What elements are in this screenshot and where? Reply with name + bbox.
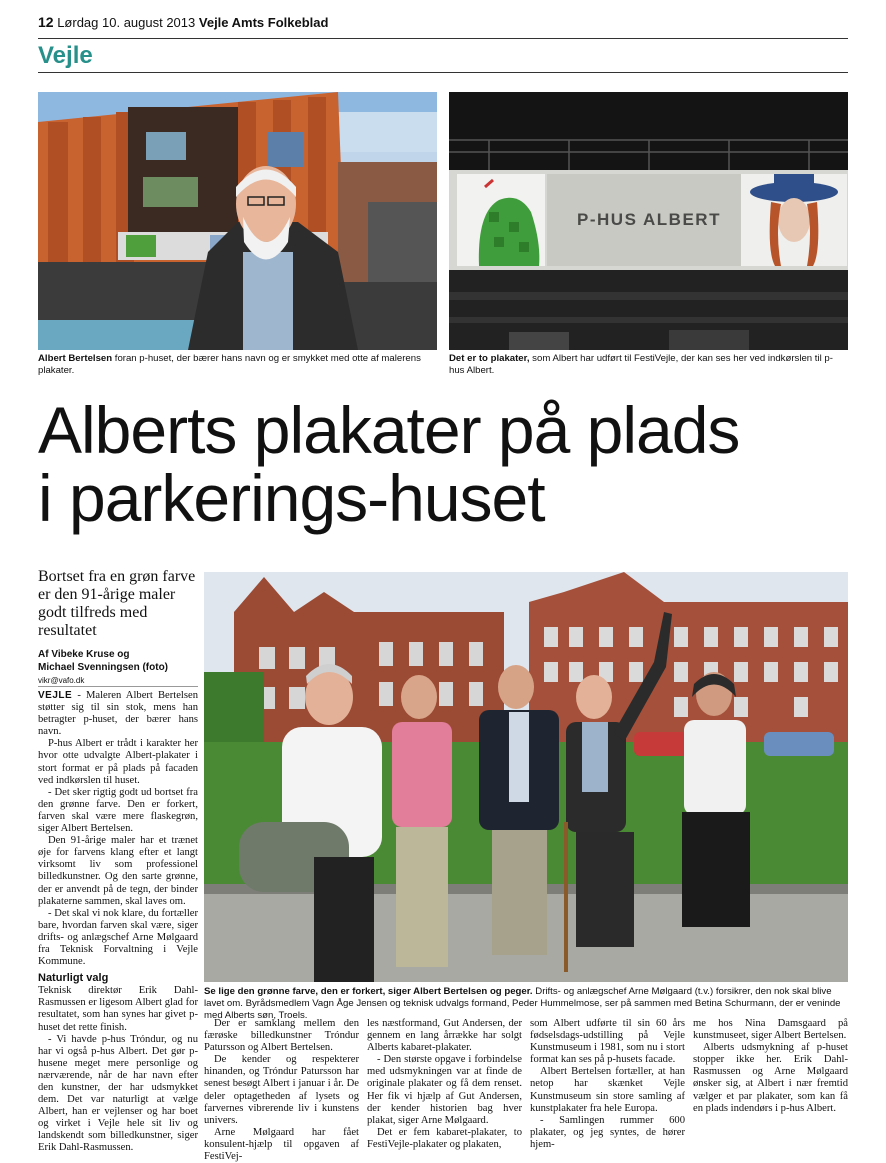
col1-p1: - Maleren Albert Bertelsen støtter sig til sin stok, mens han betragter p-huset, der bærer hans navn. (38, 690, 198, 738)
photo1-caption (38, 353, 437, 377)
photo3-caption-lead: Se lige den grønne farve, den er forkert, siger Albert Bertelsen og peger. (204, 986, 533, 997)
col4-p1: som Albert udførte til sin 60 års fødselsdags-udstilling på Vejle Kunstmuseum i 1981, som nu i stort format kan ses på p-husets facade. (530, 1018, 685, 1066)
col1-subheading: Naturligt valg (38, 972, 109, 985)
photo1-caption-text: foran p-huset, der bærer hans navn og er smykket med otte af malerens plakater. (38, 353, 421, 376)
photo-albert-portrait-image (38, 92, 437, 350)
byline-line-2: Michael Svenningsen (foto) (38, 662, 169, 673)
col2-p2: De kender og respekterer hinanden, og Tróndur Patursson har senest besøgt Albert i januar i år. De deler optagetheden af lysets og farvernes vibrerende liv i kunstens univers. (204, 1054, 359, 1126)
photo2-caption (449, 353, 848, 377)
section-rule (38, 72, 848, 73)
photo-group (204, 572, 848, 982)
col4-p2: Albert Bertelsen fortæller, at han netop har skænket Vejle Kunstmuseum sin store samling af kunstplakater fra hele Europa. (530, 1066, 685, 1114)
photo2-caption-lead: Det er to plakater, (449, 353, 530, 364)
photo-group-image (204, 572, 848, 982)
col1-p3: - Det sker rigtig godt ud bortset fra den grønne farve. Den er forkert, farven skal være mere flaskegrøn, siger Albert Bertelsen. (38, 786, 198, 835)
issue-date: Lørdag 10. august 2013 (57, 15, 196, 30)
article-column-5 (693, 1018, 848, 1115)
col3-p2: - Den største opgave i forbindelse med udsmykningen var at finde de originale plakater og få dem renset. Her fik vi hjælp af Gut Andersen, der kender historien bag hver plakat, siger Arne Mølgaard. (367, 1054, 522, 1126)
photo2-caption-text: som Albert har udført til FestiVejle, der kan ses her ved indkørslen til p-hus Albert. (449, 353, 833, 376)
col1-p4: Den 91-årige maler har et trænet øje for farvens klang efter et langt virksomt liv som professionel billedkunstner. Og den sarte grønne, der er anvendt på de tegn, der binder plakaterne sammen, skal laves om. (38, 835, 198, 907)
section-title: Vejle (38, 42, 93, 69)
col1-p5: - Det skal vi nok klare, du fortæller bare, hvordan farven skal være, siger drifts- og anlægschef Arne Mølgaard fra Teknisk Forvaltning i Vejle Kommune. (38, 907, 198, 968)
article-column-2 (204, 1018, 359, 1163)
photo1-caption-lead: Albert Bertelsen (38, 353, 113, 364)
article-column-1 (38, 690, 198, 1155)
photo-albert-portrait (38, 92, 437, 350)
col1-p6: Teknisk direktør Erik Dahl-Rasmussen er ligesom Albert glad for resultatet, som han synes har givet p-huset det rette finish. (38, 985, 198, 1033)
byline-rule (38, 686, 198, 687)
dateline: VEJLE (38, 690, 73, 701)
article-column-3 (367, 1018, 522, 1151)
article-headline (38, 393, 858, 535)
col3-p3: Det er fem kabaret-plakater, to FestiVejle-plakater og plakaten, (367, 1126, 522, 1150)
article-column-4 (530, 1018, 685, 1151)
photo-p-hus-sign (449, 92, 848, 350)
col2-p1: Der er samklang mellem den færøske billedkunstner Tróndur Patursson og Albert Bertelsen. (204, 1018, 359, 1054)
col4-p3: - Samlingen rummer 600 plakater, og jeg syntes, de hører hjem- (530, 1114, 685, 1150)
headline-line-2: i parkerings-huset (38, 461, 545, 535)
photo3-caption-text: Drifts- og anlægschef Arne Mølgaard (t.v.) forsikrer, den nok skal blive lavet om. Byrådsmedlem Vagn Åge Jensen og teknisk udvalgs formand, Peder Hummelmose, ser på sammen med Betina Schurmann, der er veninde med Alberts søn, Troels. (204, 986, 841, 1021)
publication-name: Vejle Amts Folkeblad (198, 15, 329, 30)
article-byline (38, 648, 198, 674)
col3-p1: les næstformand, Gut Andersen, der gennem en lang årrække har solgt Alberts kabaret-plakater. (367, 1018, 522, 1054)
header-rule (38, 38, 848, 39)
col5-p2: Alberts udsmykning af p-huset stopper ikke her. Erik Dahl-Rasmussen og Arne Mølgaard ønsker sig, at Albert i nær fremtid vælger et par plakater, som kan få en plads indendørs i p-hus Albert. (693, 1042, 848, 1114)
col2-p3: Arne Mølgaard har fået konsulent-hjælp til opgaven af FestiVej- (204, 1126, 359, 1163)
page-header (38, 14, 848, 34)
article-subhead: Bortset fra en grøn farve er den 91-årige maler godt tilfreds med resultatet (38, 568, 196, 639)
page-number: 12 (38, 14, 54, 30)
col1-p2: P-hus Albert er trådt i karakter her hvor otte udvalgte Albert-plakater i stort format er på plads på facaden ved indkørslen til huset. (38, 738, 198, 786)
headline-line-1: Alberts plakater på plads (38, 393, 740, 467)
col1-p7: - Vi havde p-hus Tróndur, og nu har vi også p-hus Albert. Det gør p-husene meget mere personlige og nærværende, når de har navn efter den kunstner, der har udsmykket dem. Det var naturligt at vælge Albert, han er vejlenser og har boet og virket i Vejle hele sit liv og landskendt som billedkunstner, siger Erik Dahl-Rasmussen. (38, 1033, 198, 1154)
col5-p1: me hos Nina Damsgaard på kunstmuseet, siger Albert Bertelsen. (693, 1018, 848, 1042)
photo3-caption (204, 986, 848, 1022)
author-email: vikr@vafo.dk (38, 676, 85, 685)
p-hus-sign-text: P-HUS ALBERT (577, 210, 721, 229)
byline-line-1: Af Vibeke Kruse og (38, 649, 130, 660)
